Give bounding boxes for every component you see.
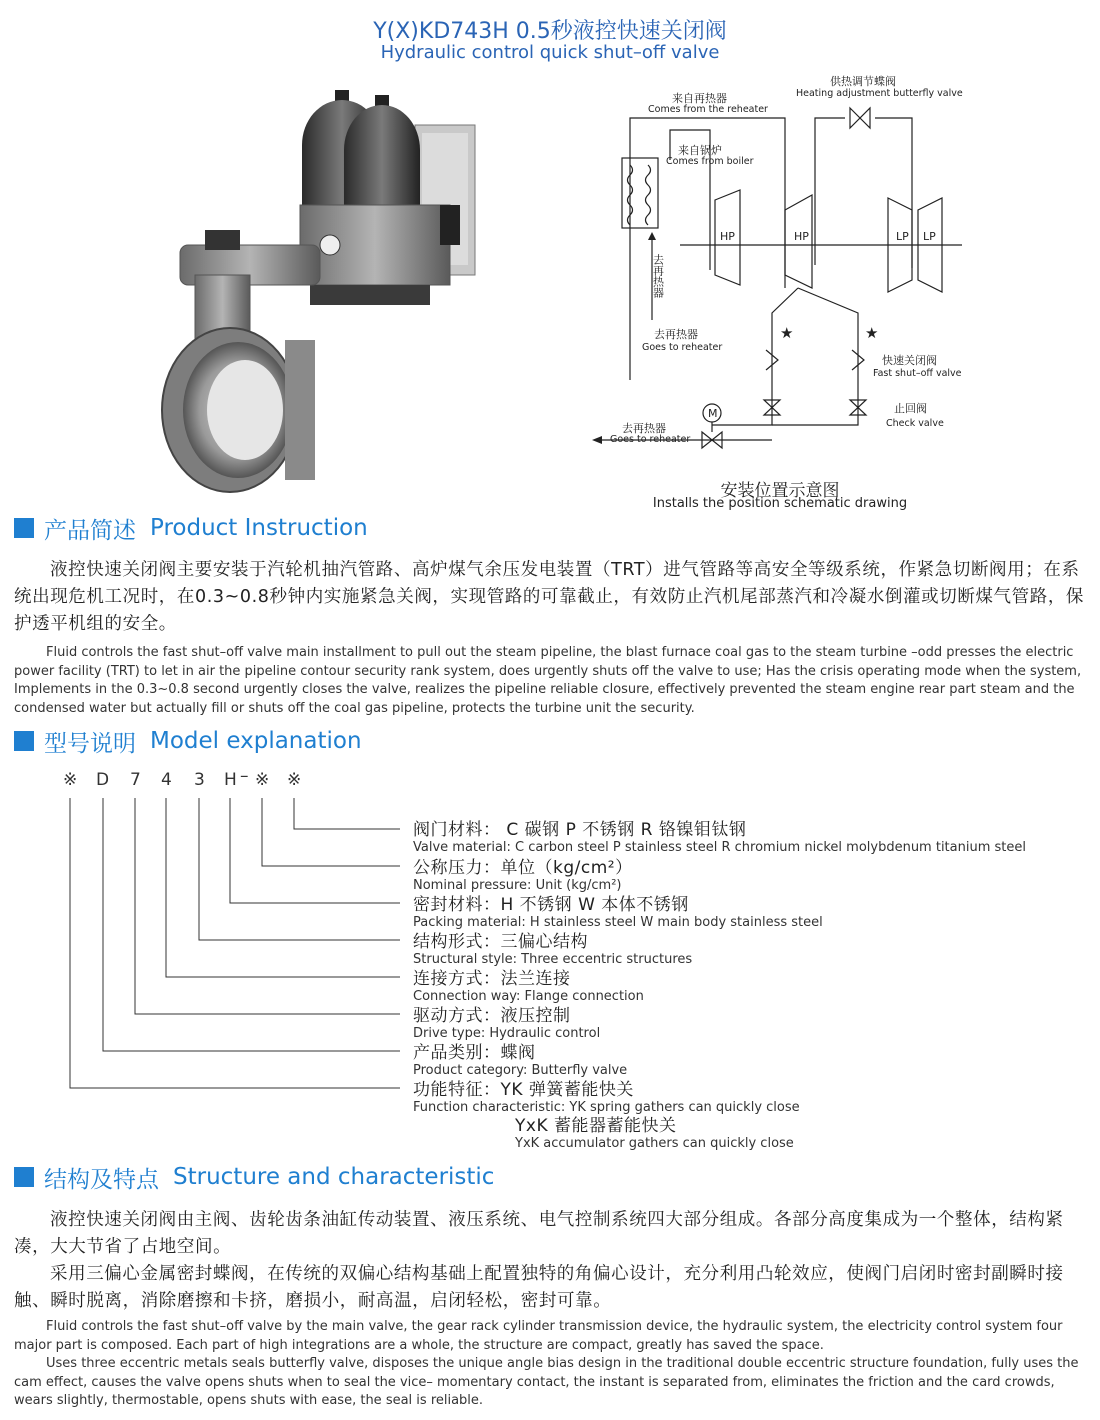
model-leader-lines: [0, 790, 420, 1100]
code-char: 7: [130, 770, 141, 790]
page-subtitle: Hydraulic control quick shut–off valve: [380, 42, 720, 63]
section-title-en: Product Instruction: [150, 515, 368, 541]
label-from-boiler-en: Comes from boiler: [666, 156, 754, 167]
section-title-cn: 产品简述: [44, 517, 136, 544]
model-entry-nominal-pressure: 公称压力：单位（kg/cm²） Nominal pressure: Unit (kg/cm²): [413, 858, 633, 893]
code-char: ※: [255, 770, 270, 790]
page-title: Y(X)KD743H 0.5秒液控快速关闭阀: [373, 19, 727, 44]
label-check-valve-en: Check valve: [886, 418, 944, 429]
code-char: –: [240, 766, 249, 786]
code-char: 4: [161, 770, 172, 790]
product-body-en: Fluid controls the fast shut–off valve main installment to pull out the steam pipeline, the blast furnace coal gas to the steam turbine –odd presses the electric power facility (TRT) to let in air the pipeline contour security rank system, does urgently shuts off the valve to use; Has the crisis operating mode when the system, Implements in the 0.3~0.8 second urgently closes the valve, realizes the pipeline reliable closure, effectively prevented the steam engine rear part steam and the condensed water but actually fill or shuts off the coal gas pipeline, protects the turbine unit the security.: [14, 645, 1082, 716]
label-check-valve-cn: 止回阀: [894, 402, 927, 415]
valve-photo: [160, 85, 520, 505]
star-icon-2: ★: [865, 324, 879, 342]
star-icon-1: ★: [780, 324, 794, 342]
section-title-cn: 结构及特点: [44, 1166, 159, 1193]
schematic-caption-cn: 安装位置示意图: [720, 481, 840, 501]
label-heating-valve-cn: 供热调节蝶阀: [830, 75, 896, 88]
code-char: ※: [287, 770, 302, 790]
label-from-boiler-cn: 来自锅炉: [678, 144, 722, 157]
bullet-square-icon: [14, 518, 34, 538]
label-to-reheater-cn: 去再热器: [654, 328, 698, 341]
section-heading-product: [14, 513, 368, 543]
model-entry-structural-style: 结构形式：三偏心结构 Structural style: Three eccentric structures: [413, 932, 693, 967]
label-hp-2: HP: [794, 230, 809, 243]
motor-label: M: [708, 407, 718, 420]
installation-schematic: [590, 70, 980, 470]
code-char: 3: [194, 770, 205, 790]
label-to-reheater-en: Goes to reheater: [642, 342, 723, 353]
label-from-reheater-en: Comes from the reheater: [648, 104, 768, 115]
label-lp-1: LP: [896, 230, 909, 243]
model-entry-function: 功能特征：YK 弹簧蓄能快关 Function characteristic: YK spring gathers can quickly close: [413, 1080, 800, 1115]
label-to-reheater2-en: Goes to reheater: [610, 434, 691, 445]
label-to-reheater2-cn: 去再热器: [622, 422, 666, 435]
code-char: D: [96, 770, 110, 790]
label-fast-valve-en: Fast shut–off valve: [873, 368, 962, 379]
bullet-square-icon: [14, 731, 34, 751]
model-entry-packing-material: 密封材料：H 不锈钢 W 本体不锈钢 Packing material: H stainless steel W main body stainless steel: [413, 895, 823, 930]
label-lp-2: LP: [923, 230, 936, 243]
model-entry-function-yxk: YxK 蓄能器蓄能快关 YxK accumulator gathers can quickly close: [515, 1116, 794, 1151]
model-entry-drive-type: 驱动方式：液压控制 Drive type: Hydraulic control: [413, 1006, 601, 1041]
code-char: H: [224, 770, 237, 790]
section-heading-structure: [14, 1162, 494, 1192]
label-heating-valve-en: Heating adjustment butterfly valve: [796, 88, 963, 99]
model-entry-connection-way: 连接方式：法兰连接 Connection way: Flange connection: [413, 969, 644, 1004]
section-title-en: Structure and characteristic: [173, 1164, 495, 1190]
model-entry-product-category: 产品类别：蝶阀 Product category: Butterfly valve: [413, 1043, 628, 1078]
label-to-reheater-vertical: 去再热器: [651, 254, 665, 298]
label-fast-valve-cn: 快速关闭阀: [882, 354, 937, 367]
schematic-caption-en: Installs the position schematic drawing: [652, 496, 908, 511]
label-from-reheater-cn: 来自再热器: [672, 92, 727, 105]
product-body-cn: 液控快速关闭阀主要安装于汽轮机抽汽管路、高炉煤气余压发电装置（TRT）进气管路等高安全等级系统，作紧急切断阀用；在系统出现危机工况时，在0.3~0.8秒钟内实施紧急关阀，实现管路的可靠截止，有效防止汽机尾部蒸汽和冷凝水倒灌或切断煤气管路，保护透平机组的安全。: [14, 560, 1085, 634]
structure-body-en: Fluid controls the fast shut–off valve by the main valve, the gear rack cylinder transmission device, the hydraulic system, the electricity control system four major part is composed. Each part of high integrations are a whole, the structure are compact, greatly has saved the space. Uses three eccentric metals seals butterfly valve, disposes the unique angle bias design in the traditional double eccentric structure foundation, fully uses the cam effect, causes the valve opens shuts when to seal the vice– momentary contact, the instant is separated from, eliminates the friction and the card crowds, wears slightly, thermostable, opens shuts with ease, the seal is reliable.: [14, 1319, 1079, 1409]
section-heading-model: [14, 726, 362, 756]
section-title-en: Model explanation: [150, 728, 362, 754]
bullet-square-icon: [14, 1167, 34, 1187]
model-entry-valve-material: 阀门材料： C 碳钢 P 不锈钢 R 铬镍钼钛钢 Valve material: C carbon steel P stainless steel R chromium nickel molybdenum titanium steel: [413, 820, 1026, 855]
label-hp-1: HP: [720, 230, 735, 243]
code-char: ※: [63, 770, 78, 790]
structure-body-cn: 液控快速关闭阀由主阀、齿轮齿条油缸传动装置、液压系统、电气控制系统四大部分组成。各部分高度集成为一个整体，结构紧凑，大大节省了占地空间。 采用三偏心金属密封蝶阀，在传统的双偏心结构基础上配置独特的角偏心设计，充分利用凸轮效应，使阀门启闭时密封副瞬时接触、瞬时脱离，消除磨擦和卡挤，磨损小，耐高温，启闭轻松，密封可靠。: [14, 1210, 1064, 1311]
section-title-cn: 型号说明: [44, 730, 136, 757]
